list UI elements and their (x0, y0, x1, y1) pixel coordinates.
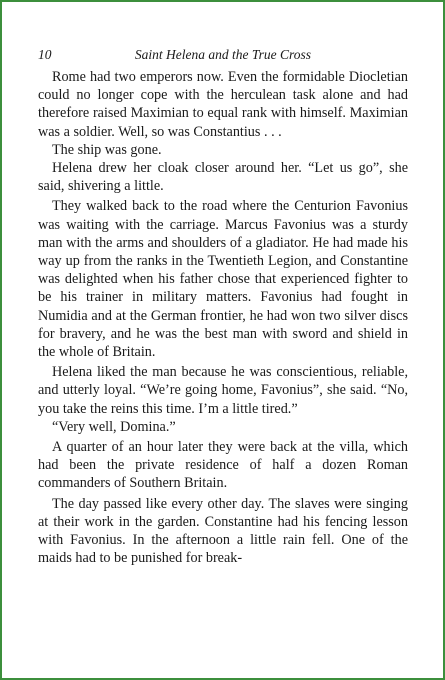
book-page (38, 46, 408, 567)
body-text (38, 68, 408, 567)
book-title: Saint Helena and the True Cross (134, 47, 312, 62)
paragraph-2: The ship was gone. (52, 141, 162, 158)
running-head (38, 46, 408, 68)
paragraph-8: The day passed like every other day. The slaves were singing at their work in the garden. Constantine had his fencing lesson with Favonius. In the afternoon a little rain fell. One of the maids had to be punished for break- (38, 495, 408, 567)
paragraph-6: “Very well, Domina.” (52, 418, 176, 435)
paragraph-3: Helena drew her cloak closer around her. “Let us go”, she said, shivering a little. (38, 160, 408, 195)
paragraph-7: A quarter of an hour later they were back at the villa, which had been the private residence of half a dozen Roman commanders of Southern Britain. (38, 439, 408, 492)
paragraph-5: Helena liked the man because he was conscientious, reliable, and utterly loyal. “We’re going home, Favonius”, she said. “No, you take the reins this time. I’m a little tired.” (38, 364, 408, 417)
paragraph-1: Rome had two emperors now. Even the formidable Diocletian could no longer cope with the herculean task alone and had therefore raised Maximian to equal rank with himself. Maximian was a soldier. Well, so was Constantius . . . (38, 69, 408, 140)
paragraph-4: They walked back to the road where the Centurion Favonius was waiting with the carriage. Marcus Favonius was a sturdy man with the arms and shoulders of a gladiator. He had made his way up from the ranks in the Twentieth Legion, and Constantine was delighted when his father chose that experienced fighter to be his trainer in military matters. Favonius had fought in Numidia and at the German frontier, he had won two silver discs for bravery, and he was the best man with sword and shield in the whole of Britain. (38, 198, 408, 361)
page-number: 10 (38, 47, 52, 62)
